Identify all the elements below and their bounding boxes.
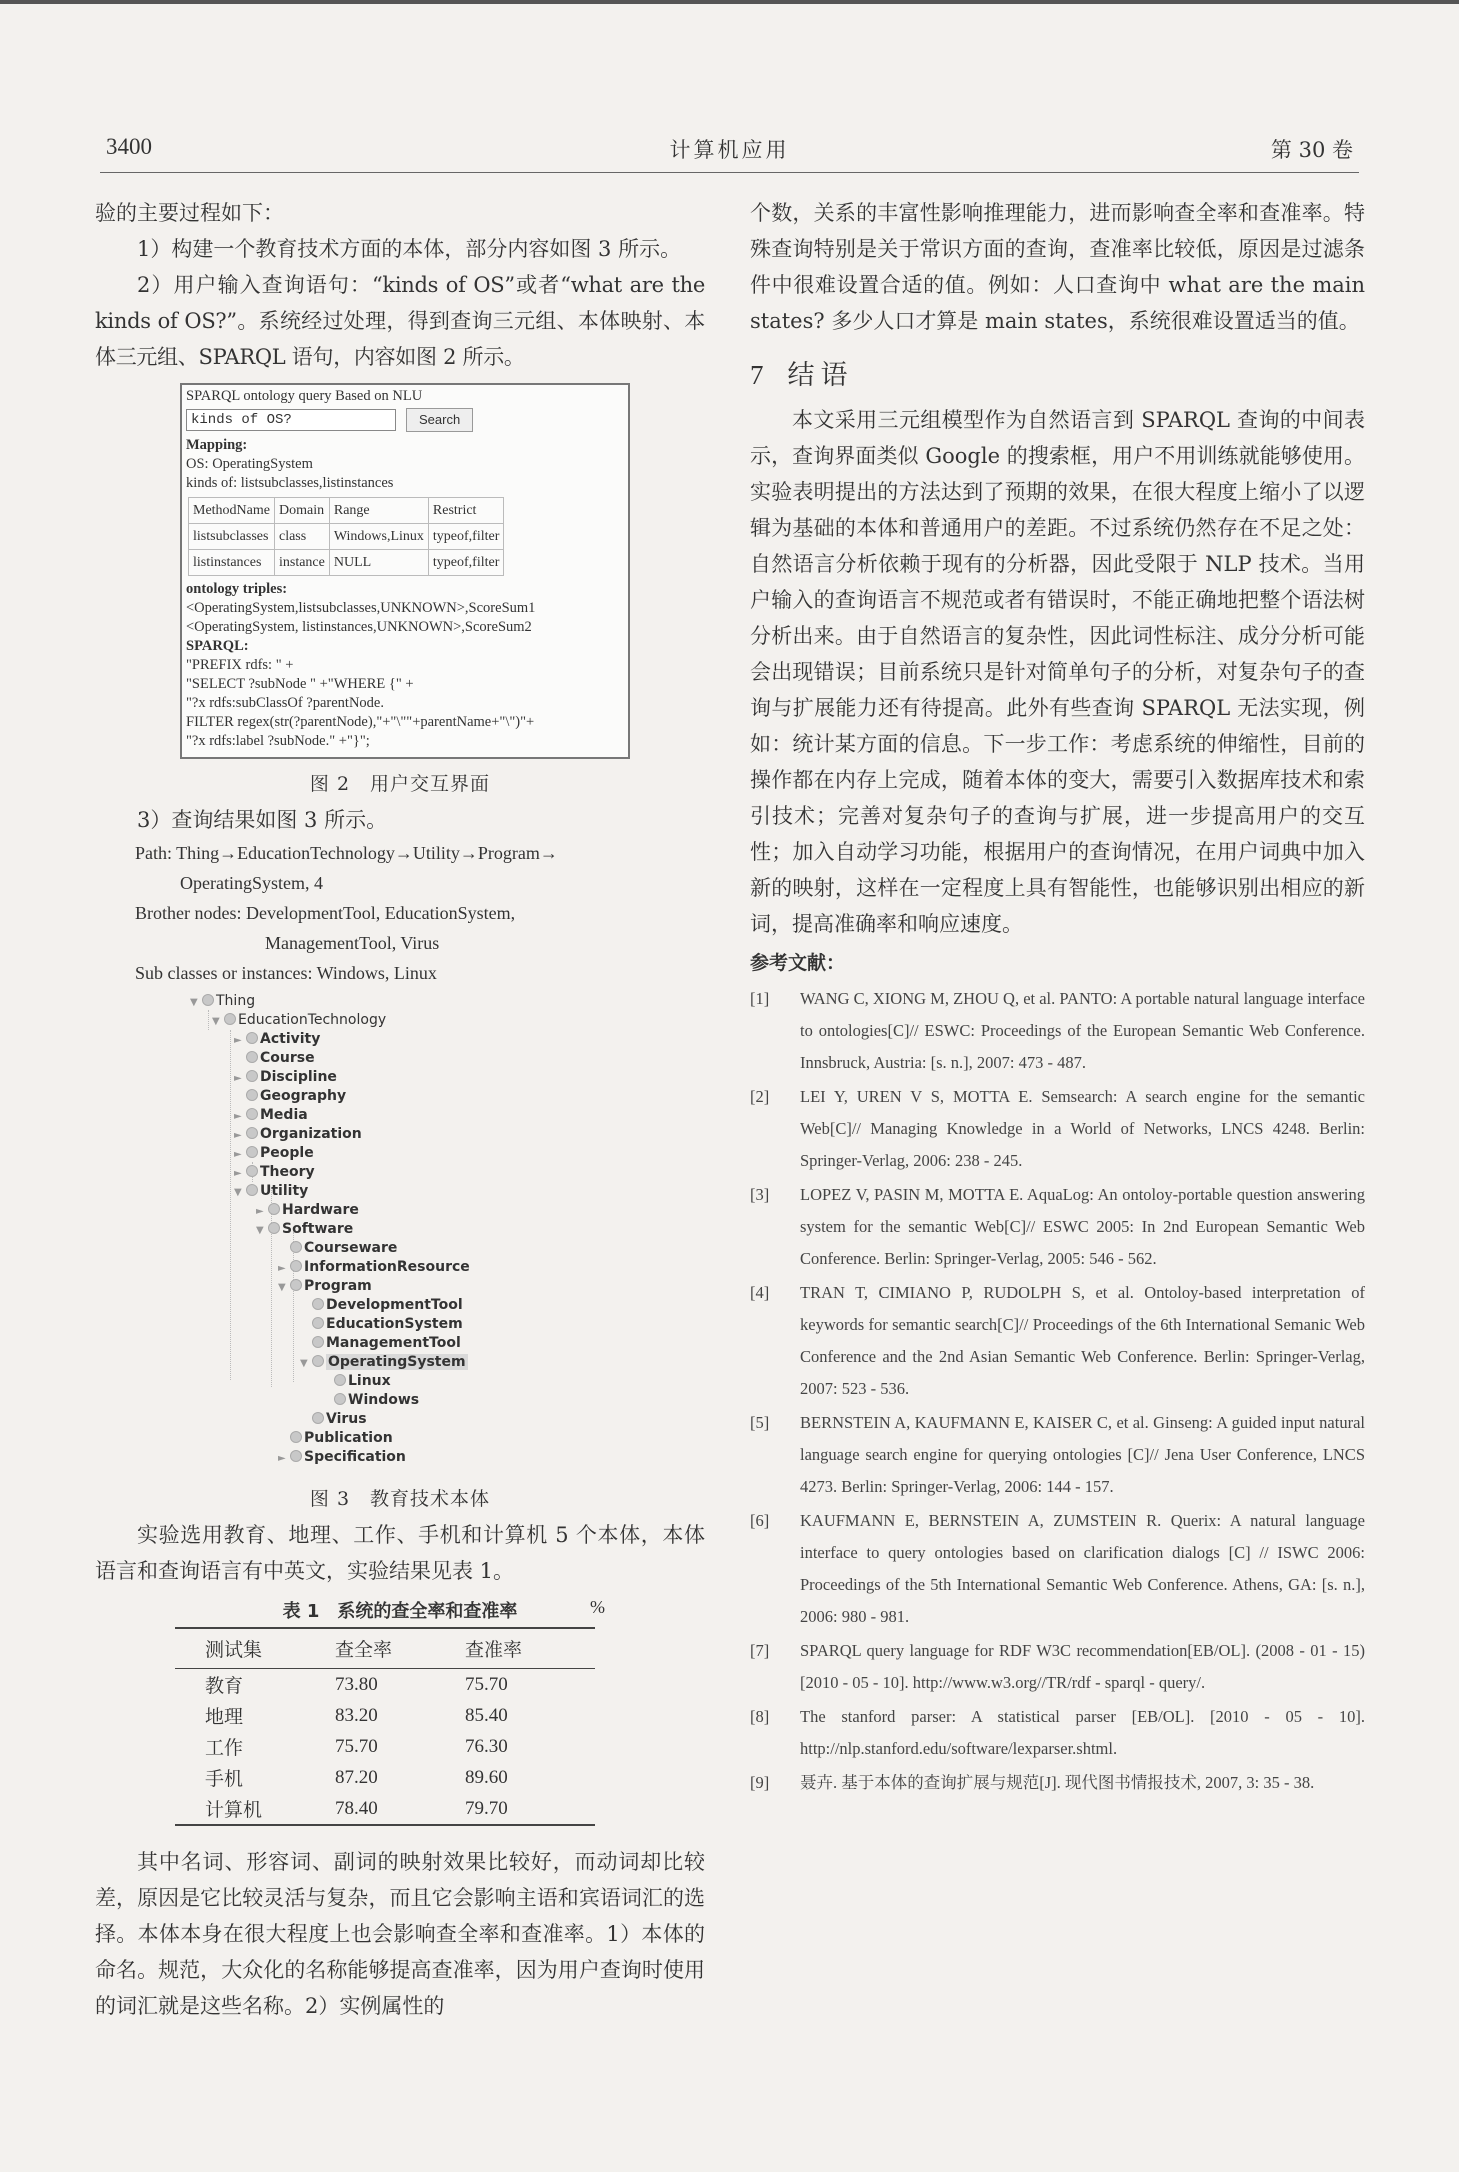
table-cell: 73.80 [335, 1673, 378, 1695]
table-row [175, 1669, 595, 1701]
node-bullet-icon [246, 1127, 258, 1139]
tree-node-label: Courseware [304, 1240, 398, 1256]
reference-item [750, 1081, 1365, 1177]
reference-text: 聂卉. 基于本体的查询扩展与规范[J]. 现代图书情报技术, 2007, 3: 35 - 38. [800, 1773, 1315, 1792]
triple-line: <OperatingSystem,listsubclasses,UNKNOWN>,ScoreSum1 [186, 600, 536, 616]
reference-number: [3] [750, 1185, 770, 1204]
paragraph: 其中名词、形容词、副词的映射效果比较好，而动词却比较差，原因是它比较灵活与复杂，而且它会影响主语和宾语词汇的选择。本体本身在很大程度上也会影响查全率和查准率。1）本体的命名。规范，大众化的名称能够提高查准率，因为用户查询时使用的词汇就是这些名称。2）实例属性的 [95, 1850, 705, 2018]
table-row [189, 524, 504, 550]
paragraph: 实验选用教育、地理、工作、手机和计算机 5 个本体，本体语言和查询语言有中英文，实验结果见表 1。 [95, 1523, 705, 1583]
tree-node-label: OperatingSystem [328, 1354, 466, 1370]
reference-number: [2] [750, 1087, 770, 1106]
tree-node-label: Media [260, 1107, 308, 1123]
table-title-text: 表 1 系统的查全率和查准率 [282, 1601, 518, 1622]
reference-item [750, 1179, 1365, 1275]
tree-node-label: Course [260, 1050, 315, 1066]
tree-node[interactable] [234, 1182, 308, 1201]
table-cell: listsubclasses [189, 524, 275, 550]
node-bullet-icon [334, 1393, 346, 1405]
tree-node-label: Specification [304, 1449, 406, 1465]
node-bullet-icon [312, 1336, 324, 1348]
section-number: 7 [750, 360, 770, 390]
tree-node[interactable] [234, 1163, 315, 1182]
table-cell: 76.30 [465, 1735, 508, 1757]
table-cell: 手机 [205, 1768, 244, 1790]
expand-arrow-icon[interactable]: ► [234, 1073, 242, 1084]
table-row [175, 1762, 595, 1793]
expand-arrow-icon[interactable]: ► [234, 1130, 242, 1141]
tree-node[interactable] [300, 1410, 367, 1429]
table-header-row [175, 1628, 595, 1669]
search-button[interactable]: Search [406, 408, 473, 432]
tree-node-label: Hardware [282, 1202, 359, 1218]
tree-connector [208, 1010, 209, 1030]
sparql-line: "?x rdfs:label ?subNode." +"}"; [186, 733, 370, 749]
reference-number: [4] [750, 1283, 770, 1302]
node-bullet-icon [290, 1241, 302, 1253]
sparql-line: "SELECT ?subNode " +"WHERE {" + [186, 676, 414, 692]
expand-arrow-icon[interactable]: ► [278, 1263, 286, 1274]
table-cell: 教育 [205, 1675, 244, 1697]
reference-item [750, 1505, 1365, 1633]
tree-node-label: DevelopmentTool [326, 1297, 463, 1313]
tree-node-label: ManagementTool [326, 1335, 461, 1351]
table-row [175, 1731, 595, 1762]
tree-node-label: Software [282, 1221, 354, 1237]
table-cell: 87.20 [335, 1766, 378, 1788]
node-bullet-icon [246, 1089, 258, 1101]
table-cell: 79.70 [465, 1793, 595, 1825]
reference-number: [1] [750, 989, 770, 1008]
paragraph: 本文采用三元组模型作为自然语言到 SPARQL 查询的中间表示，查询界面类似 Google 的搜索框，用户不用训练就能够使用。实验表明提出的方法达到了预期的效果，在很大程度上缩小了以逻辑为基础的本体和普通用户的差距。不过系统仍然存在不足之处：自然语言分析依赖于现有的分析器，因此受限于 NLP 技术。当用户输入的查询语言不规范或者有错误时，不能正确地把整个语法树分析出来。由于自然语言的复杂性，因此词性标注、成分分析可能会出现错误；目前系统只是针对简单句子的分析，对复杂句子的查询与扩展能力还有待提高。此外有些查询 SPARQL 无法实现，例如：统计某方面的信息。下一步工作：考虑系统的伸缩性，目前的操作都在内存上完成，随着本体的变大，需要引入数据库技术和索引技术；完善对复杂句子的查询与扩展，进一步提高用户的交互性；加入自动学习功能，根据用户的查询情况，在用户词典中加入新的映射，这样在一定程度上具有智能性，也能够识别出相应的新词，提高准确率和响应速度。 [750, 408, 1365, 936]
tree-node-label: Organization [260, 1126, 362, 1142]
tree-node[interactable] [278, 1239, 397, 1258]
tree-node[interactable] [300, 1334, 461, 1353]
sparql-line: FILTER regex(str(?parentNode),"+"\""+parentName+"\")"+ [186, 714, 535, 730]
sparql-line: "?x rdfs:subClassOf ?parentNode. [186, 695, 384, 711]
reference-text: KAUFMANN E, BERNSTEIN A, ZUMSTEIN R. Querix: A natural language interface to query ontologies based on clarification dialogs [C] // ISWC 2006: Proceedings of the 5th International Semantic Web Conference. Athens, GA: [s. n.], 2006: 980 - 981. [800, 1511, 1365, 1626]
tree-node[interactable] [322, 1372, 391, 1391]
tree-node-label: InformationResource [304, 1259, 470, 1275]
tree-node[interactable] [278, 1448, 406, 1467]
tree-node-label: Discipline [260, 1069, 337, 1085]
collapse-arrow-icon[interactable]: ▼ [190, 997, 198, 1008]
tree-node[interactable] [234, 1125, 362, 1144]
table-row [175, 1793, 595, 1825]
node-bullet-icon [246, 1051, 258, 1063]
paragraph: 个数，关系的丰富性影响推理能力，进而影响查全率和查准率。特殊查询特别是关于常识方面的查询，查准率比较低，原因是过滤条件中很难设置合适的值。例如：人口查询中 what are the main states? 多少人口才算是 main states，系统很难设置适当的值。 [750, 201, 1365, 333]
tree-node[interactable] [278, 1258, 470, 1277]
tree-node[interactable] [322, 1391, 419, 1410]
node-bullet-icon [290, 1431, 302, 1443]
table-cell: Windows,Linux [329, 524, 428, 550]
expand-arrow-icon[interactable]: ► [234, 1168, 242, 1179]
result-brother-cont: ManagementTool, Virus [265, 933, 440, 953]
column-header: Restrict [428, 498, 503, 524]
table-cell: typeof,filter [428, 524, 503, 550]
result-brother-nodes: Brother nodes: DevelopmentTool, EducationSystem, [135, 903, 516, 923]
section-title: 结语 [787, 360, 854, 391]
collapse-arrow-icon[interactable]: ▼ [212, 1016, 220, 1027]
node-bullet-icon [268, 1222, 280, 1234]
top-rule [0, 0, 1459, 4]
node-bullet-icon [224, 1013, 236, 1025]
reference-text: WANG C, XIONG M, ZHOU Q, et al. PANTO: A portable natural language interface to ontologies[C]// ESWC: Proceedings of the European Semantic Web Conference. Innsbruck, Austria: [s. n.], 2007: 473 - 487. [800, 989, 1366, 1072]
triples-label: ontology triples: [186, 581, 288, 597]
tree-node-label: EducationSystem [326, 1316, 463, 1332]
tree-node-label: People [260, 1145, 314, 1161]
collapse-arrow-icon[interactable]: ▼ [234, 1187, 242, 1198]
tree-node-label: Activity [260, 1031, 321, 1047]
node-bullet-icon [246, 1108, 258, 1120]
expand-arrow-icon[interactable]: ► [234, 1149, 242, 1160]
tree-node[interactable] [300, 1296, 463, 1315]
volume-label: 第 30 卷 [1270, 138, 1353, 162]
column-header: 查全率 [335, 1628, 465, 1669]
tree-node-label: Geography [260, 1088, 347, 1104]
column-header: MethodName [189, 498, 275, 524]
node-bullet-icon [334, 1374, 346, 1386]
table-cell: 75.70 [335, 1735, 378, 1757]
journal-title: 计算机应用 [669, 138, 790, 162]
reference-list [750, 983, 1365, 1799]
figure-2-ui-window [180, 383, 630, 759]
tree-node[interactable] [256, 1220, 353, 1239]
tree-node-label: Utility [260, 1183, 309, 1199]
reference-number: [6] [750, 1511, 770, 1530]
mapping-line: kinds of: listsubclasses,listinstances [186, 475, 394, 491]
references-heading: 参考文献： [750, 952, 846, 974]
column-header: Domain [274, 498, 329, 524]
reference-number: [7] [750, 1641, 770, 1660]
table-header-row [189, 498, 504, 524]
triple-line: <OperatingSystem, listinstances,UNKNOWN>,ScoreSum2 [186, 619, 532, 635]
node-bullet-icon [290, 1279, 302, 1291]
tree-node-label: Virus [326, 1411, 367, 1427]
figure-2-caption: 图 2 用户交互界面 [309, 773, 491, 795]
query-result [135, 838, 705, 988]
table-cell: 75.70 [465, 1673, 508, 1695]
tree-connector [230, 1030, 231, 1380]
tree-node-label: Publication [304, 1430, 393, 1446]
expand-arrow-icon[interactable]: ► [234, 1035, 242, 1046]
table-cell: 89.60 [465, 1766, 508, 1788]
tree-node[interactable] [300, 1315, 463, 1334]
tree-node-label: Theory [260, 1164, 315, 1180]
table-cell: 85.40 [465, 1704, 508, 1726]
reference-text: TRAN T, CIMIANO P, RUDOLPH S, et al. Ontoloy-based interpretation of keywords for semantic search[C]// Proceedings of the 6th International Semanic Web Conference and the 2nd Asian Semantic Web Conference. Berlin: Springer-Verlag, 2007: 523 - 536. [800, 1283, 1365, 1398]
node-bullet-icon [312, 1298, 324, 1310]
node-bullet-icon [246, 1032, 258, 1044]
reference-item [750, 983, 1365, 1079]
node-bullet-icon [312, 1317, 324, 1329]
tree-node[interactable] [234, 1030, 320, 1049]
result-path: Path: Thing→EducationTechnology→Utility→Program→ [135, 843, 558, 863]
table-cell: 83.20 [335, 1704, 378, 1726]
tree-node[interactable] [278, 1277, 372, 1296]
table-cell: instance [274, 550, 329, 576]
search-bar [186, 408, 622, 432]
results-table [175, 1627, 595, 1826]
figure-3-ontology-tree [95, 992, 705, 1482]
column-header: 查准率 [465, 1628, 595, 1669]
reference-text: SPARQL query language for RDF W3C recommendation[EB/OL]. (2008 - 01 - 15) [2010 - 05 - 10]. http://www.w3.org//TR/rdf - sparql - query/. [800, 1641, 1365, 1692]
expand-arrow-icon[interactable]: ► [234, 1111, 242, 1122]
table-cell: 地理 [205, 1706, 244, 1728]
expand-arrow-icon[interactable]: ► [278, 1453, 286, 1464]
table-cell: typeof,filter [428, 550, 503, 576]
left-column [95, 195, 705, 2024]
reference-text: LEI Y, UREN V S, MOTTA E. Semsearch: A search engine for the semantic Web[C]// Managing Knowledge in a World of Networks, LNCS 4248. Berlin: Springer-Verlag, 2006: 238 - 245. [800, 1087, 1365, 1170]
table-cell: 78.40 [335, 1793, 465, 1825]
table-cell: 计算机 [175, 1793, 335, 1825]
tree-node[interactable] [212, 1011, 386, 1030]
reference-number: [8] [750, 1707, 770, 1726]
running-header [100, 132, 1359, 173]
table-unit: % [590, 1597, 605, 1617]
figure-3-caption: 图 3 教育技术本体 [309, 1488, 491, 1510]
paragraph: 1）构建一个教育技术方面的本体，部分内容如图 3 所示。 [137, 237, 682, 261]
tree-node-label: Thing [216, 993, 256, 1009]
mapping-line: OS: OperatingSystem [186, 456, 313, 472]
mapping-table [188, 497, 504, 576]
tree-node[interactable] [234, 1106, 308, 1125]
reference-item [750, 1277, 1365, 1405]
sparql-label: SPARQL: [186, 638, 249, 654]
node-bullet-icon [312, 1412, 324, 1424]
node-bullet-icon [202, 994, 214, 1006]
tree-node-label: EducationTechnology [238, 1012, 387, 1028]
reference-text: LOPEZ V, PASIN M, MOTTA E. AquaLog: An ontoloy-portable question answering system for the semantic Web[C]// ESWC 2005: In 2nd European Semantic Web Conference. Berlin: Springer-Verlag, 2005: 546 - 562. [800, 1185, 1365, 1268]
sparql-line: "PREFIX rdfs: " + [186, 657, 294, 673]
node-bullet-icon [290, 1450, 302, 1462]
result-subclasses: Sub classes or instances: Windows, Linux [135, 963, 437, 983]
reference-number: [9] [750, 1773, 770, 1792]
right-column [750, 195, 1365, 1801]
node-bullet-icon [246, 1146, 258, 1158]
page-number: 3400 [106, 134, 152, 159]
section-heading [750, 353, 1365, 392]
tree-node-label: Windows [348, 1392, 420, 1408]
node-bullet-icon [246, 1184, 258, 1196]
reference-item [750, 1407, 1365, 1503]
node-bullet-icon [290, 1260, 302, 1272]
paragraph: 验的主要过程如下： [95, 201, 284, 225]
tree-node[interactable] [256, 1201, 359, 1220]
column-header: 测试集 [175, 1628, 335, 1669]
result-path-cont: OperatingSystem, 4 [180, 873, 323, 893]
node-bullet-icon [246, 1165, 258, 1177]
table-row [175, 1700, 595, 1731]
node-bullet-icon [246, 1070, 258, 1082]
reference-text: BERNSTEIN A, KAUFMANN E, KAISER C, et al. Ginseng: A guided input natural language search engine for querying ontologies [C]// Jena User Conference, LNCS 4273. Berlin: Springer-Verlag, 2006: 144 - 157. [800, 1413, 1365, 1496]
window-title: SPARQL ontology query Based on NLU [186, 388, 423, 404]
query-input[interactable]: kinds of OS? [186, 409, 396, 431]
tree-node-label: Program [304, 1278, 372, 1294]
node-bullet-icon [268, 1203, 280, 1215]
table-1-title [95, 1597, 705, 1623]
tree-node[interactable] [234, 1087, 346, 1106]
tree-node[interactable] [234, 1049, 315, 1068]
node-bullet-icon [312, 1355, 324, 1367]
column-header: Range [329, 498, 428, 524]
reference-item [750, 1701, 1365, 1765]
table-cell: NULL [329, 550, 428, 576]
tree-node[interactable] [278, 1429, 393, 1448]
reference-number: [5] [750, 1413, 770, 1432]
tree-node[interactable] [234, 1068, 337, 1087]
table-cell: 工作 [205, 1737, 244, 1759]
tree-node-selected[interactable] [300, 1353, 468, 1372]
collapse-arrow-icon[interactable]: ▼ [278, 1282, 286, 1293]
table-row [189, 550, 504, 576]
collapse-arrow-icon[interactable]: ▼ [300, 1358, 308, 1369]
tree-node[interactable] [190, 992, 255, 1011]
reference-item [750, 1767, 1365, 1799]
table-cell: listinstances [189, 550, 275, 576]
tree-node-label: Linux [348, 1373, 391, 1389]
reference-item [750, 1635, 1365, 1699]
mapping-label: Mapping: [186, 437, 248, 453]
table-cell: class [274, 524, 329, 550]
reference-text: The stanford parser: A statistical parser [EB/OL]. [2010 - 05 - 10]. http://nlp.stanford.edu/software/lexparser.shtml. [800, 1707, 1365, 1758]
expand-arrow-icon[interactable]: ► [256, 1206, 264, 1217]
paragraph: 3）查询结果如图 3 所示。 [137, 808, 388, 832]
tree-node[interactable] [234, 1144, 314, 1163]
paragraph: 2）用户输入查询语句：“kinds of OS”或者“what are the kinds of OS?”。系统经过处理，得到查询三元组、本体映射、本体三元组、SPARQL 语句，内容如图 2 所示。 [95, 273, 705, 369]
collapse-arrow-icon[interactable]: ▼ [256, 1225, 264, 1236]
